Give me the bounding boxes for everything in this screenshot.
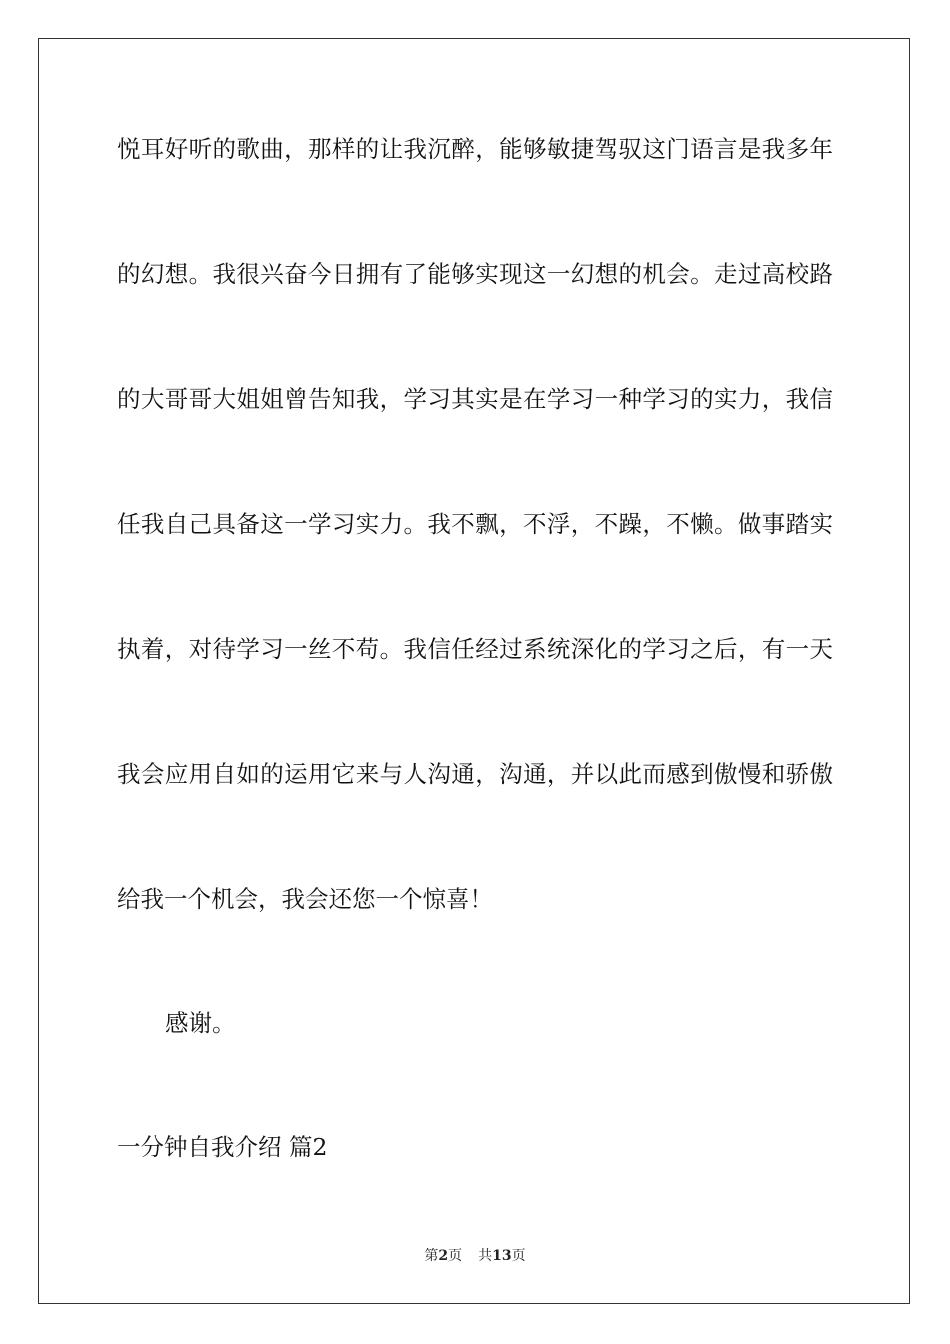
page-border <box>38 38 910 1304</box>
section-heading: 一分钟自我介绍 篇2 <box>117 1133 328 1161</box>
total-prefix: 共 <box>478 1248 493 1264</box>
body-line-6: 我会应用自如的运用它来与人沟通，沟通，并以此而感到傲慢和骄傲 <box>117 760 833 788</box>
page-prefix: 第 <box>424 1248 439 1264</box>
body-line-4: 任我自己具备这一学习实力。我不飘，不浮，不躁，不懒。做事踏实 <box>117 510 833 538</box>
page-suffix: 页 <box>448 1248 463 1264</box>
body-line-7: 给我一个机会，我会还您一个惊喜！ <box>117 885 493 913</box>
body-line-1: 悦耳好听的歌曲，那样的让我沉醉，能够敏捷驾驭这门语言是我多年 <box>117 135 833 163</box>
total-suffix: 页 <box>511 1248 526 1264</box>
body-line-2: 的幻想。我很兴奋今日拥有了能够实现这一幻想的机会。走过高校路 <box>117 260 833 288</box>
body-line-5: 执着，对待学习一丝不苟。我信任经过系统深化的学习之后，有一天 <box>117 635 833 663</box>
page-number: 2 <box>438 1248 449 1264</box>
total-pages: 13 <box>492 1248 512 1264</box>
page-footer <box>0 1246 950 1266</box>
body-line-3: 的大哥哥大姐姐曾告知我，学习其实是在学习一种学习的实力，我信 <box>117 385 833 413</box>
closing-text: 感谢。 <box>165 1009 236 1037</box>
